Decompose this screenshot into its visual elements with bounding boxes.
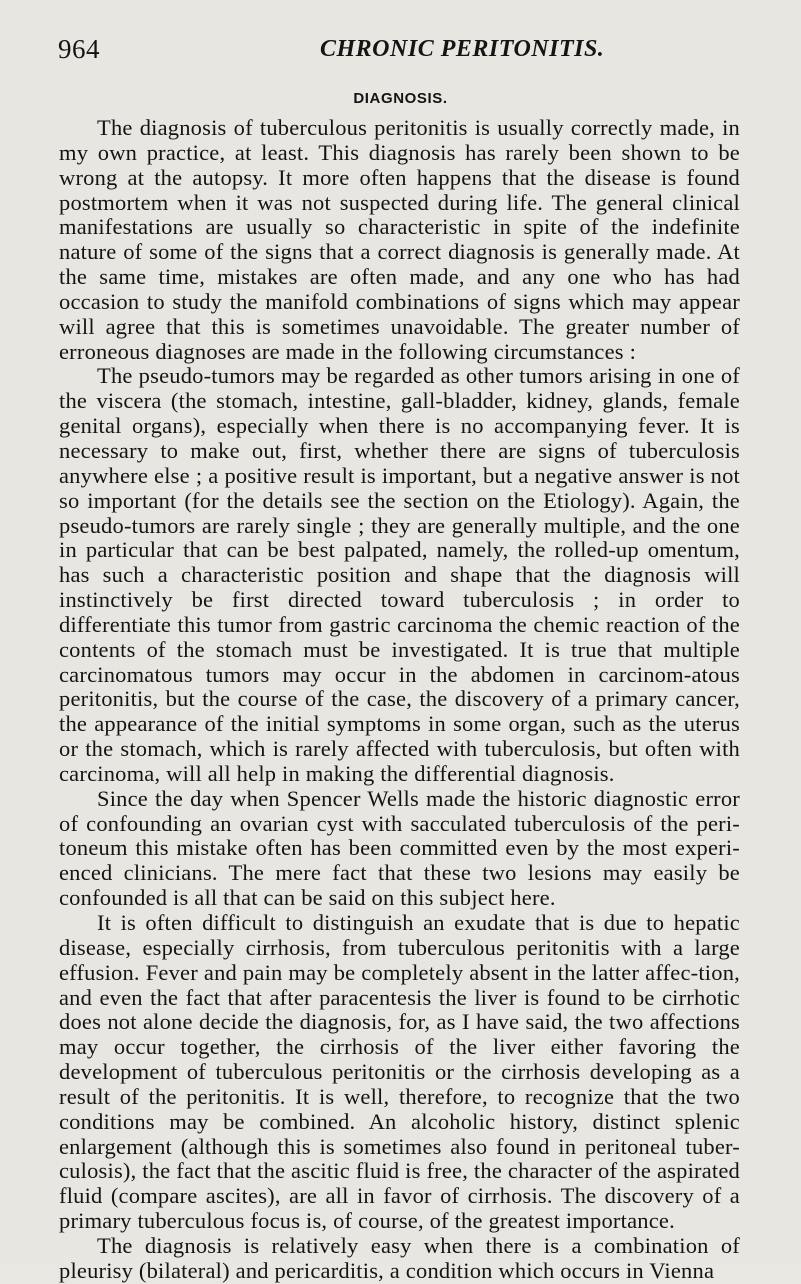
- paragraph: It is often difficult to distinguish an exudate that is due to hepatic disease, especially cirrhosis, from tuberculous peritonitis with a large effusion. Fever and pain may be completely absent in the latter affec-tion, and even the fact that after paracentesis the liver is found to be cirrhotic does not alone decide the diagnosis, for, as I have said, the two affections may occur together, the cirrhosis of the liver either favoring the development of tuberculous peritonitis or the cirrhosis developing as a result of the peritonitis. It is well, therefore, to recognize that the two conditions may be combined. An alcoholic history, distinct splenic enlargement (although this is sometimes also found in peritoneal tuber-culosis), the fact that the ascitic fluid is free, the character of the aspirated fluid (compare ascites), are all in favor of cirrhosis. The discovery of a primary tuberculous focus is, of course, of the greatest importance.: [59, 910, 740, 1234]
- paragraph: The diagnosis is relatively easy when there is a combination of pleurisy (bilateral) and pericarditis, a condition which occurs in Vienna: [59, 1232, 740, 1283]
- running-title: CHRONIC PERITONITIS.: [320, 36, 605, 62]
- paragraph: Since the day when Spencer Wells made the historic diagnostic error of confounding an ovarian cyst with sacculated tuberculosis of the peri-toneum this mistake often has been committed even by the most experi-enced clinicians. The mere fact that these two lesions may easily be confounded is all that can be said on this subject here.: [59, 785, 740, 911]
- paragraph: The pseudo-tumors may be regarded as other tumors arising in one of the viscera (the stomach, intestine, gall-bladder, kidney, glands, female genital organs), especially when there is no accompanying fever. It is necessary to make out, first, whether there are signs of tuberculosis anywhere else ; a positive result is important, but a negative answer is not so important (for the details see the section on the Etiology). Again, the pseudo-tumors are rarely single ; they are generally multiple, and the one in particular that can be best palpated, namely, the rolled-up omentum, has such a characteristic position and shape that the diagnosis will instinctively be first directed toward tuberculosis ; in order to differentiate this tumor from gastric carcinoma the chemic reaction of the contents of the stomach must be investigated. It is true that multiple carcinomatous tumors may occur in the abdomen in carcinom-atous peritonitis, but the course of the case, the discovery of a primary cancer, the appearance of the initial symptoms in some organ, such as the uterus or the stomach, which is rarely affected with tuberculosis, but often with carcinoma, will all help in making the differential diagnosis.: [59, 363, 740, 786]
- running-head: [58, 34, 738, 64]
- page-number: 964: [58, 34, 100, 64]
- paragraph: The diagnosis of tuberculous peritonitis is usually correctly made, in my own practice, at least. This diagnosis has rarely been shown to be wrong at the autopsy. It more often happens that the disease is found postmortem when it was not suspected during life. The general clinical manifestations are usually so characteristic in spite of the indefinite nature of some of the signs that a correct diagnosis is generally made. At the same time, mistakes are often made, and any one who has had occasion to study the manifold combinations of signs which may appear will agree that this is sometimes unavoidable. The greater number of erroneous diagnoses are made in the following circumstances :: [59, 115, 740, 364]
- text-body: [59, 116, 740, 1284]
- section-heading: DIAGNOSIS.: [353, 90, 448, 107]
